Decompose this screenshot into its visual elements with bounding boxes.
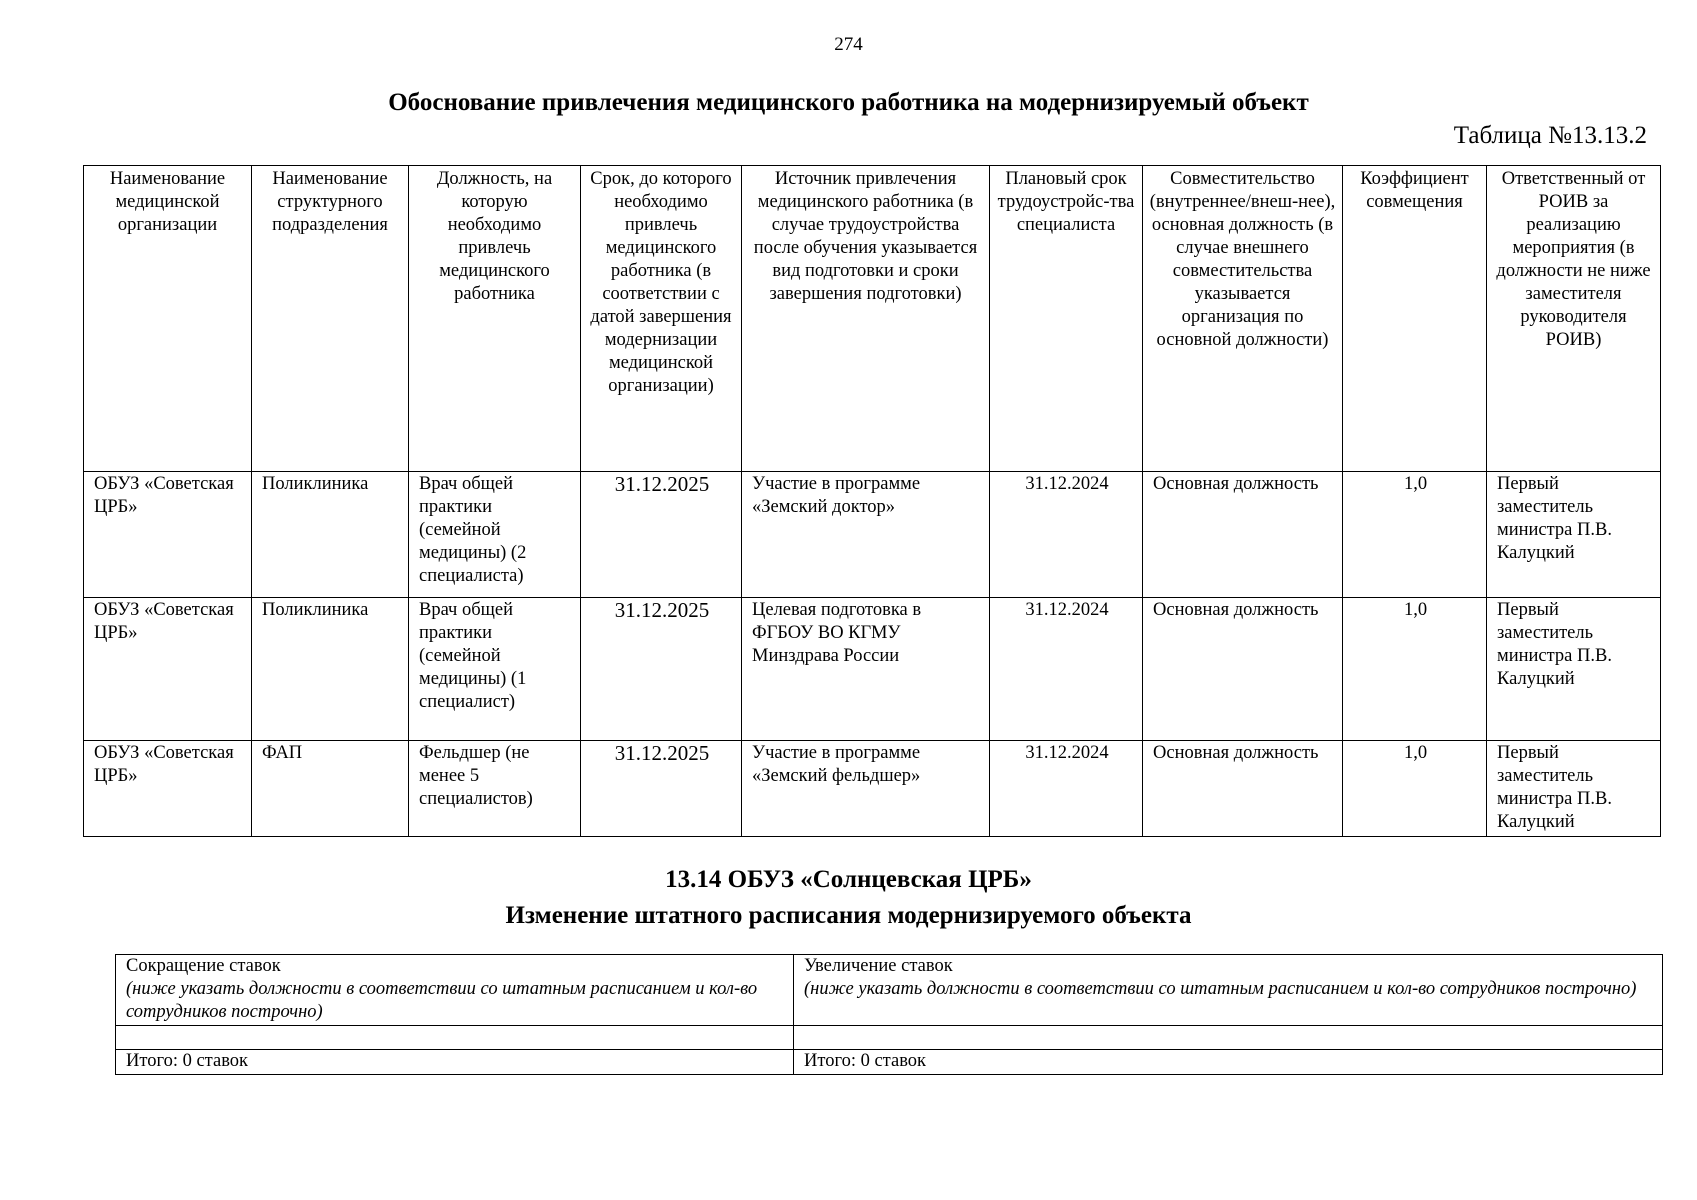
table-cell: Первый заместитель министра П.В. Калуцкий [1487,472,1661,598]
increase-header: Увеличение ставок [804,956,953,976]
rates-header-row [116,955,1663,1026]
header-cell: Должность, на которую необходимо привлечь медицинского работника [409,166,581,472]
table-cell: Врач общей практики (семейной медицины) (1 специалист) [409,598,581,741]
table-cell: Основная должность [1143,472,1343,598]
table-cell: Первый заместитель министра П.В. Калуцкий [1487,741,1661,837]
empty-cell [116,1026,794,1050]
header-cell: Срок, до которого необходимо привлечь медицинского работника (в соответствии с датой завершения модернизации медицинской организации) [581,166,742,472]
rates-empty-row [116,1026,1663,1050]
table-cell: Фельдшер (не менее 5 специалистов) [409,741,581,837]
table-row [84,598,1661,741]
table-cell: 31.12.2025 [581,598,742,741]
table-cell: 31.12.2024 [990,598,1143,741]
section-title: 13.14 ОБУЗ «Солнцевская ЦРБ» [665,866,1032,893]
table-title: Обоснование привлечения медицинского работника на модернизируемый объект [388,89,1309,116]
reduction-total: Итого: 0 ставок [116,1050,794,1075]
rates-table [115,954,1663,1075]
header-cell: Коэффициент совмещения [1343,166,1487,472]
table-cell: ОБУЗ «Советская ЦРБ» [84,741,252,837]
table-cell: Первый заместитель министра П.В. Калуцкий [1487,598,1661,741]
header-cell: Плановый срок трудоустройс-тва специалиста [990,166,1143,472]
reduction-note: (ниже указать должности в соответствии со штатным расписанием и кол-во сотрудников построчно) [126,979,758,1022]
header-cell: Наименование медицинской организации [84,166,252,472]
increase-note: (ниже указать должности в соответствии со штатным расписанием и кол-во сотрудников построчно) [804,979,1637,999]
table-cell: Основная должность [1143,741,1343,837]
increase-total: Итого: 0 ставок [794,1050,1663,1075]
section-subtitle: Изменение штатного расписания модернизируемого объекта [505,902,1192,929]
table-cell: 1,0 [1343,472,1487,598]
table-cell: ФАП [252,741,409,837]
table-cell: Участие в программе «Земский доктор» [742,472,990,598]
header-cell: Источник привлечения медицинского работника (в случае трудоустройства после обучения указывается вид подготовки и сроки завершения подготовки) [742,166,990,472]
reduction-header: Сокращение ставок [126,956,281,976]
table-row [84,741,1661,837]
table-cell: 1,0 [1343,741,1487,837]
table-cell: 31.12.2024 [990,472,1143,598]
rates-header-cell-increase [794,955,1663,1026]
header-cell: Совместительство (внутреннее/внеш-нее), основная должность (в случае внешнего совместительства указывается организация по основной должности) [1143,166,1343,472]
table-header-row [84,166,1661,472]
table-cell: 31.12.2024 [990,741,1143,837]
empty-cell [794,1026,1663,1050]
table-cell: ОБУЗ «Советская ЦРБ» [84,598,252,741]
table-number: Таблица №13.13.2 [1453,122,1647,149]
table-cell: 1,0 [1343,598,1487,741]
header-cell: Наименование структурного подразделения [252,166,409,472]
table-cell: Поликлиника [252,472,409,598]
header-cell: Ответственный от РОИВ за реализацию мероприятия (в должности не ниже заместителя руководителя РОИВ) [1487,166,1661,472]
page-number: 274 [834,34,863,55]
rates-header-cell-reduction [116,955,794,1026]
table-cell: Поликлиника [252,598,409,741]
table-cell: Врач общей практики (семейной медицины) (2 специалиста) [409,472,581,598]
staff-table [83,165,1661,837]
table-cell: Основная должность [1143,598,1343,741]
rates-total-row [116,1050,1663,1075]
table-cell: Участие в программе «Земский фельдшер» [742,741,990,837]
table-cell: ОБУЗ «Советская ЦРБ» [84,472,252,598]
table-cell: 31.12.2025 [581,741,742,837]
table-cell: Целевая подготовка в ФГБОУ ВО КГМУ Минздрава России [742,598,990,741]
table-cell: 31.12.2025 [581,472,742,598]
table-row [84,472,1661,598]
